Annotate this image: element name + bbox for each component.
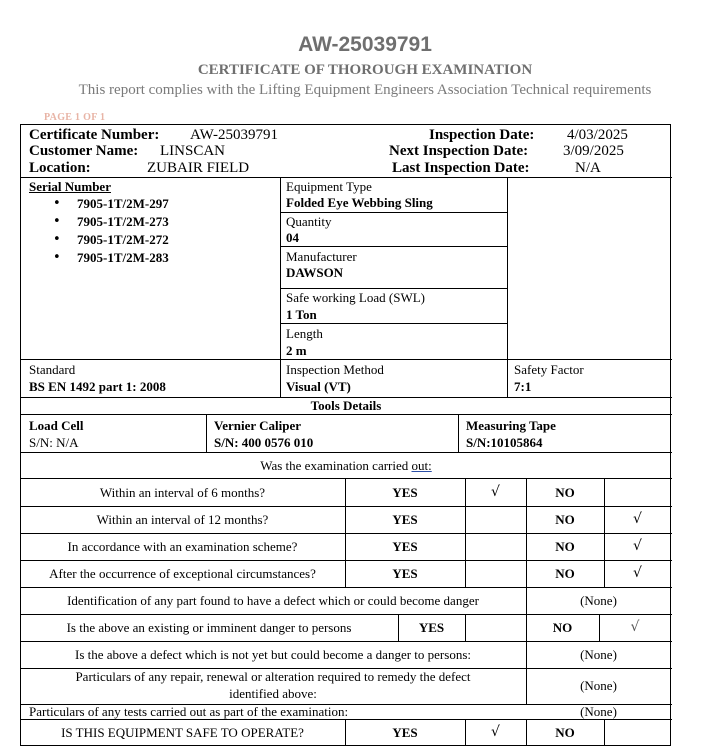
exam-question: Was the examination carried out: [260,458,432,473]
last-inspection-value: N/A [575,160,601,176]
page-label: PAGE 1 OF 1 [44,112,106,123]
check-mark-icon: √ [491,484,500,500]
tool-sn-load-cell: S/N: N/A [29,435,79,450]
swl-value: 1 Ton [286,307,317,322]
serial-number-list [53,195,169,267]
quantity-label: Quantity [286,214,332,229]
manufacturer-value: DAWSON [286,265,344,280]
check-mark-icon: √ [630,619,640,635]
cert-number-value: AW-25039791 [190,127,278,143]
inspection-date-label: Inspection Date: [429,127,535,143]
inspection-method-value: Visual (VT) [286,379,351,394]
no-label: NO [555,566,575,581]
serial-number-label: Serial Number [29,179,111,194]
exam-question-link: out: [411,458,432,473]
tool-sn-measuring-tape: S/N:10105864 [466,435,543,450]
equipment-type-label: Equipment Type [286,179,372,194]
exam-row-question: Within an interval of 6 months? [99,485,266,500]
danger-question: Is the above an existing or imminent danger to persons [66,620,352,635]
next-inspection-value: 3/09/2025 [563,143,624,159]
check-mark-icon: √ [633,511,642,527]
swl-label: Safe working Load (SWL) [286,290,425,305]
future-defect-value: (None) [580,647,617,662]
location-label: Location: [29,160,91,176]
check-mark-icon: √ [633,538,642,554]
exam-row-question: After the occurrence of exceptional circumstances? [49,566,316,581]
tool-sn-vernier: S/N: 400 0576 010 [214,435,314,450]
safety-factor-value: 7:1 [514,379,532,394]
no-label: NO [555,539,575,554]
check-mark-icon: √ [633,565,642,581]
manufacturer-label: Manufacturer [286,249,357,264]
location-value: ZUBAIR FIELD [147,160,250,176]
compliance-subtitle: This report complies with the Lifting Equipment Engineers Association Technical requirements [78,82,652,98]
serial-number-item: • 7905-1T/2M-273 [53,213,169,231]
cert-number-label: Certificate Number: [29,127,160,143]
tests-label: Particulars of any tests carried out as part of the examination: [29,704,349,719]
safe-to-operate-question: IS THIS EQUIPMENT SAFE TO OPERATE? [61,725,304,740]
future-defect-label: Is the above a defect which is not yet but could become a danger to persons: [74,647,471,662]
tool-name-vernier: Vernier Caliper [214,418,302,433]
repair-value: (None) [580,678,617,693]
tool-name-measuring-tape: Measuring Tape [466,418,556,433]
yes-label: YES [392,512,418,527]
customer-value: LINSCAN [160,143,226,159]
exam-row-question: Within an interval of 12 months? [96,512,269,527]
quantity-value: 04 [286,230,299,245]
yes-label: YES [418,620,445,635]
equipment-type-value: Folded Eye Webbing Sling [286,195,433,210]
tool-name-load-cell: Load Cell [29,418,84,433]
serial-number-item: • 7905-1T/2M-297 [53,195,169,213]
defect-identification-label: Identification of any part found to have a defect which or could become danger [67,593,479,608]
serial-number-item: • 7905-1T/2M-283 [53,249,169,267]
tools-details-title: Tools Details [310,398,382,413]
safety-factor-label: Safety Factor [514,362,584,377]
next-inspection-label: Next Inspection Date: [389,143,529,159]
last-inspection-label: Last Inspection Date: [392,160,530,176]
length-value: 2 m [286,343,307,358]
customer-label: Customer Name: [29,143,139,159]
inspection-method-label: Inspection Method [286,362,384,377]
standard-value: BS EN 1492 part 1: 2008 [29,379,166,394]
length-label: Length [286,326,323,341]
no-label: NO [552,620,573,635]
certificate-id-heading: AW-25039791 [298,33,432,56]
no-label: NO [555,512,575,527]
defect-identification-value: (None) [580,593,617,608]
yes-label: YES [392,539,418,554]
inspection-date-value: 4/03/2025 [567,127,628,143]
exam-row-question: In accordance with an examination scheme? [67,539,298,554]
no-label: NO [555,725,575,740]
serial-number-item: • 7905-1T/2M-272 [53,231,169,249]
check-mark-icon: √ [491,724,500,740]
standard-label: Standard [29,362,76,377]
repair-label-line2: identified above: [229,686,317,701]
no-label: NO [555,485,575,500]
yes-label: YES [392,485,418,500]
yes-label: YES [392,566,418,581]
repair-label-line1: Particulars of any repair, renewal or alteration required to remedy the defect [75,669,471,684]
yes-label: YES [392,725,418,740]
tests-value: (None) [580,704,617,719]
certificate-title: CERTIFICATE OF THOROUGH EXAMINATION [197,62,533,78]
